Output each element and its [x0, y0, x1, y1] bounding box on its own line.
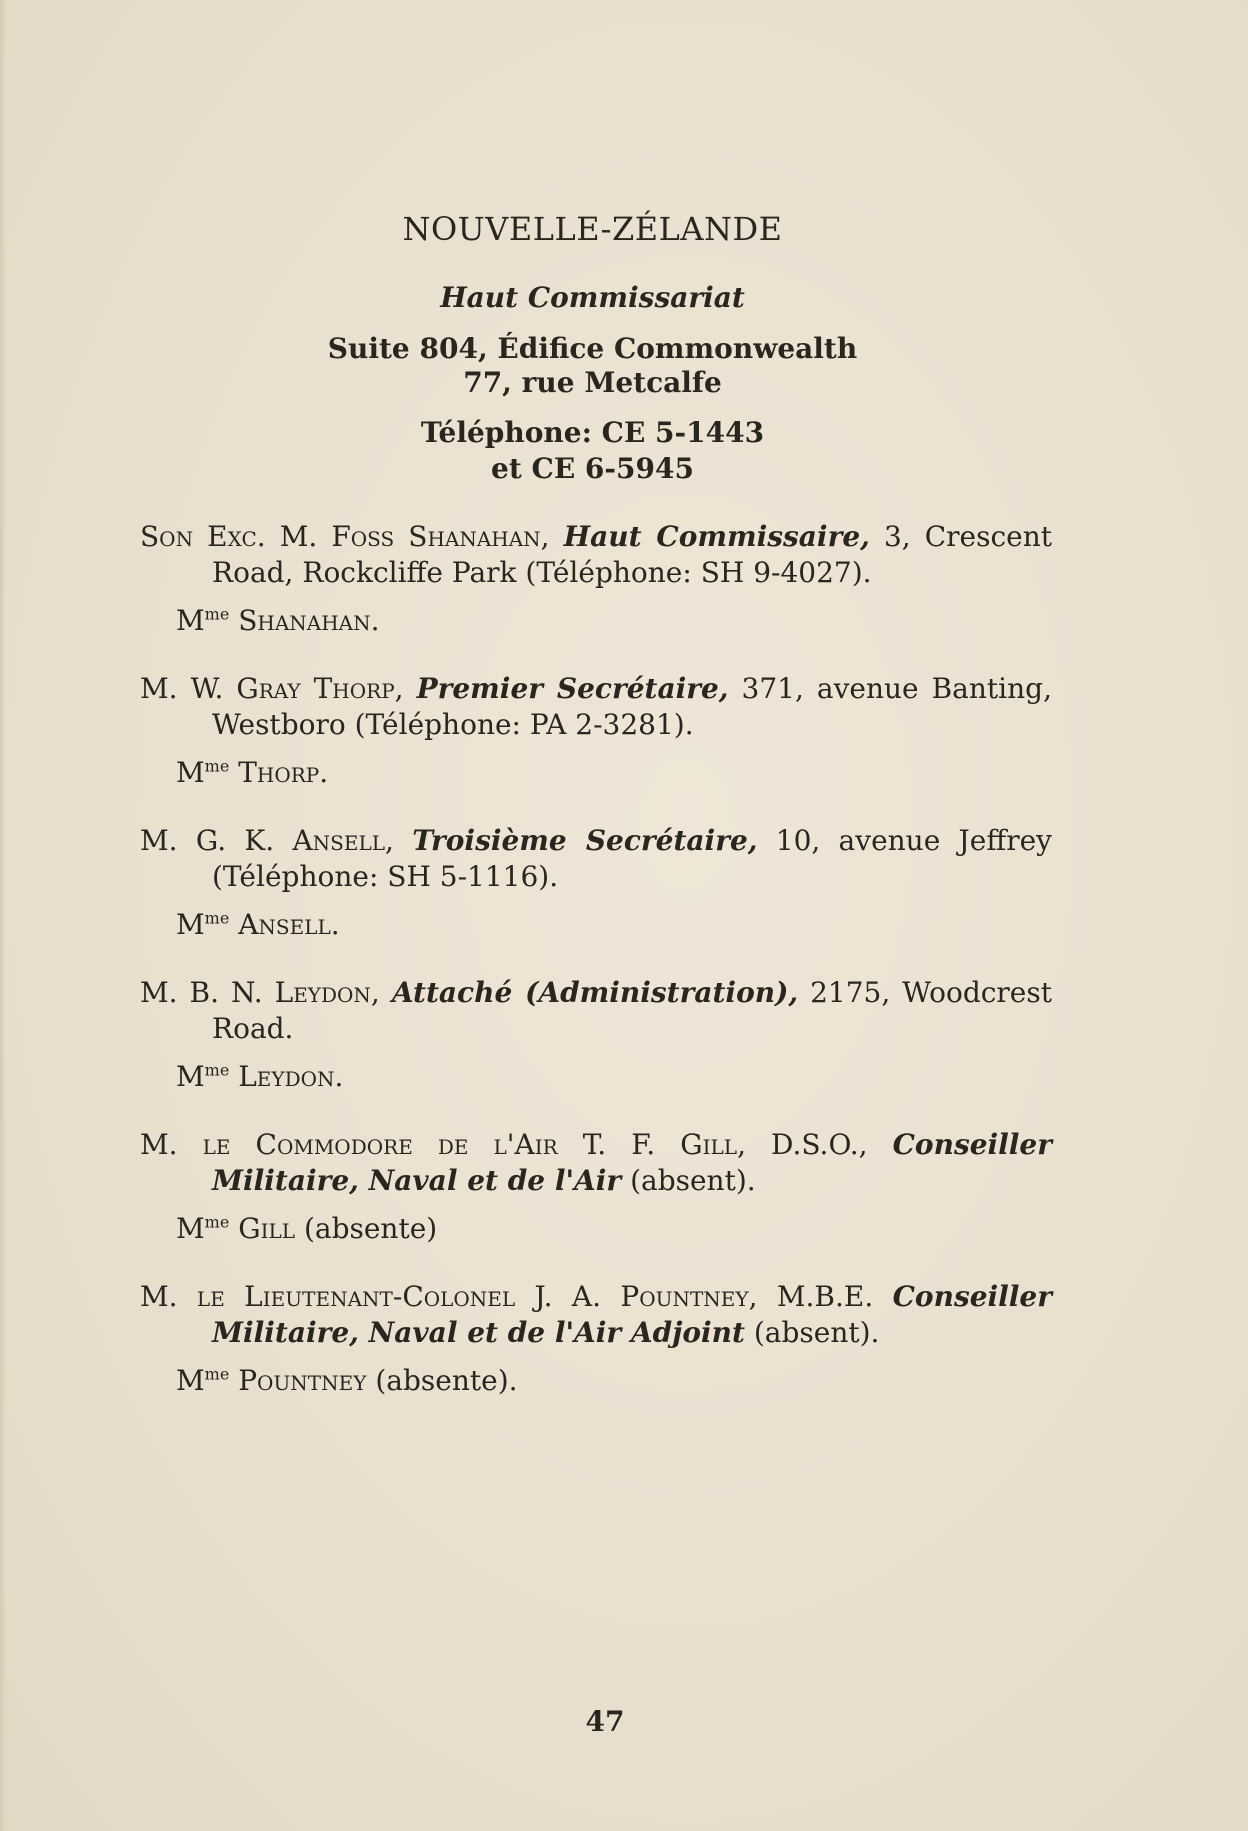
spouse-prefix-sup: me [204, 756, 230, 776]
staff-entry [140, 671, 1052, 791]
staff-entry-text [140, 975, 1052, 1047]
staff-prefix: M. G. K. [140, 824, 293, 857]
staff-title: Conseiller Militaire, Naval et de l'Air Adjoint [212, 1280, 1052, 1349]
staff-separator: , [394, 672, 417, 705]
staff-entry-text [140, 671, 1052, 743]
staff-details: 3, Crescent Road, Rockcliffe Park (Téléphone: SH 9-4027). [212, 520, 1052, 589]
address-line-2: 77, rue Metcalfe [463, 366, 722, 399]
address-line-1: Suite 804, Édifice Commonwealth [327, 332, 858, 365]
staff-separator: , [370, 976, 392, 1009]
staff-separator: , [385, 824, 413, 857]
staff-title: Troisième Secrétaire, [412, 824, 758, 857]
staff-prefix: M. W. Gray [140, 672, 314, 705]
spouse-prefix: M [176, 908, 205, 941]
spouse-name: Leydon. [229, 1060, 344, 1093]
staff-entry-text [140, 1127, 1052, 1199]
page-number: 47 [585, 1705, 625, 1738]
staff-surname: Gill [680, 1128, 738, 1161]
staff-entry [140, 519, 1052, 639]
spouse-suffix: (absente) [295, 1212, 438, 1245]
spouse-line [140, 1059, 1052, 1095]
staff-list [140, 519, 1052, 1399]
staff-details: (absent). [744, 1316, 880, 1349]
spouse-line [140, 1363, 1052, 1399]
staff-surname: Ansell [292, 824, 386, 857]
staff-title: Haut Commissaire, [563, 520, 870, 553]
staff-entry [140, 823, 1052, 943]
spouse-prefix-sup: me [204, 604, 230, 624]
spouse-prefix-sup: me [204, 1060, 230, 1080]
staff-separator: , D.S.O., [737, 1128, 893, 1161]
spouse-prefix: M [176, 756, 205, 789]
staff-surname: Pountney [620, 1280, 749, 1313]
spouse-prefix-sup: me [204, 908, 230, 928]
staff-separator: , M.B.E. [748, 1280, 893, 1313]
country-heading: NOUVELLE-ZÉLANDE [402, 210, 783, 248]
staff-prefix: Son Exc. M. Foss [140, 520, 409, 553]
spouse-line [140, 907, 1052, 943]
spouse-suffix: (absente). [366, 1364, 518, 1397]
staff-entry-text [140, 1279, 1052, 1351]
staff-surname: Shanahan [408, 520, 541, 553]
spouse-line [140, 603, 1052, 639]
spouse-name: Thorp. [229, 756, 329, 789]
spouse-prefix: M [176, 604, 205, 637]
staff-entry-text [140, 519, 1052, 591]
spouse-prefix: M [176, 1060, 205, 1093]
page-binding-edge [0, 0, 6, 1831]
spouse-prefix-sup: me [204, 1364, 230, 1384]
staff-details: (absent). [621, 1164, 756, 1197]
telephone-line-1: Téléphone: CE 5-1443 [420, 416, 765, 449]
staff-entry-text [140, 823, 1052, 895]
spouse-name: Ansell. [229, 908, 340, 941]
staff-prefix: M. B. N. [140, 976, 275, 1009]
spouse-name: Shanahan. [229, 604, 380, 637]
staff-title: Attaché (Administration), [391, 976, 799, 1009]
spouse-line [140, 755, 1052, 791]
mission-type: Haut Commissariat [440, 281, 745, 314]
staff-details: 10, avenue Jeffrey (Téléphone: SH 5-1116). [212, 824, 1052, 893]
staff-details: 371, avenue Banting, Westboro (Téléphone: PA 2-3281). [212, 672, 1052, 741]
staff-entry [140, 1127, 1052, 1247]
spouse-prefix: M [176, 1364, 205, 1397]
staff-details: 2175, Woodcrest Road. [212, 976, 1052, 1045]
spouse-name: Pountney [229, 1364, 367, 1397]
spouse-prefix: M [176, 1212, 205, 1245]
spouse-line [140, 1211, 1052, 1247]
telephone-line-2: et CE 6-5945 [491, 452, 694, 485]
staff-prefix: M. le Commodore de l'Air T. F. [140, 1128, 681, 1161]
staff-entry [140, 975, 1052, 1095]
staff-separator: , [540, 520, 564, 553]
staff-entry [140, 1279, 1052, 1399]
staff-surname: Leydon [274, 976, 371, 1009]
staff-surname: Thorp [313, 672, 395, 705]
staff-prefix: M. le Lieutenant-Colonel J. A. [140, 1280, 621, 1313]
spouse-name: Gill [229, 1212, 296, 1245]
staff-title: Conseiller Militaire, Naval et de l'Air [212, 1128, 1052, 1197]
staff-title: Premier Secrétaire, [416, 672, 729, 705]
spouse-prefix-sup: me [204, 1212, 230, 1232]
